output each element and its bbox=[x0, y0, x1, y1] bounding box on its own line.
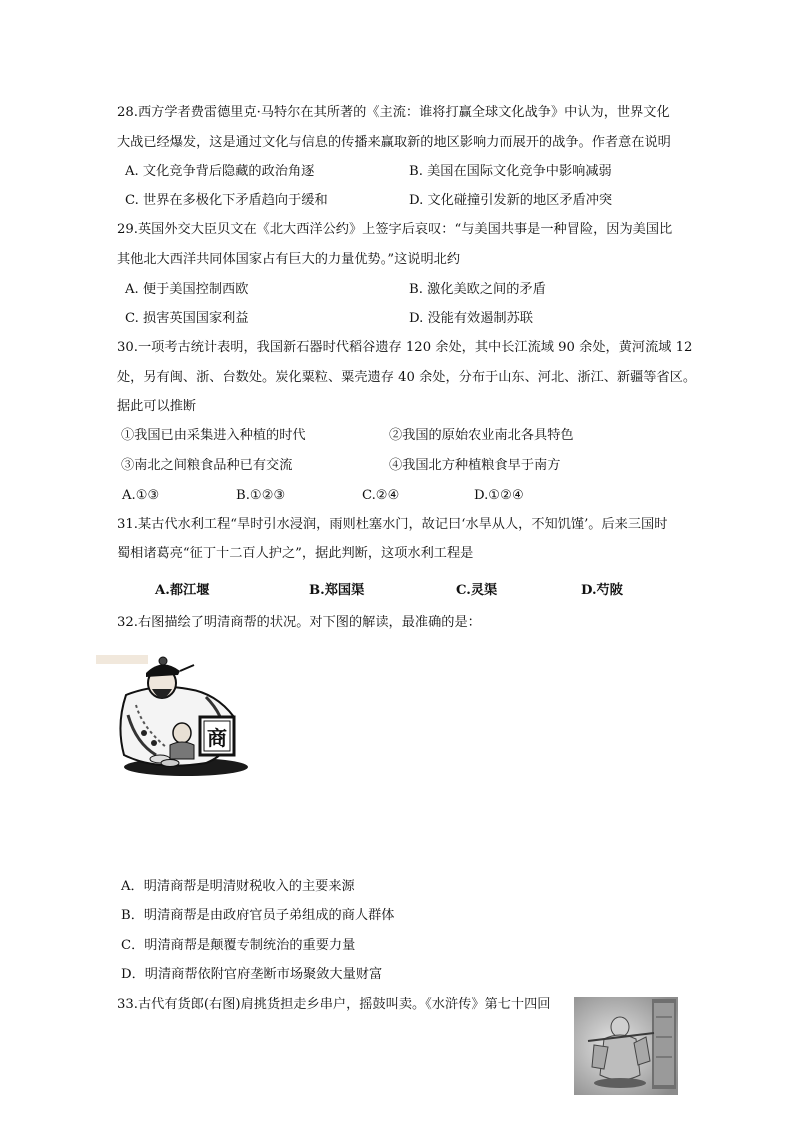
q33-stem: 33.古代有货郎(右图)肩挑货担走乡串户，摇鼓叫卖。《水浒传》第七十四回 bbox=[117, 997, 551, 1012]
q30-option-b[interactable]: B.①②③ bbox=[236, 488, 286, 503]
q30-option-d[interactable]: D.①②④ bbox=[474, 488, 524, 503]
merchant-cartoon-image bbox=[96, 655, 250, 777]
q31-option-d[interactable]: D.芍陂 bbox=[581, 583, 623, 598]
q28-stem-line1: 28.西方学者费雷德里克·马特尔在其所著的《主流：谁将打赢全球文化战争》中认为，世界文化 bbox=[117, 105, 670, 120]
merchant-cartoon-svg bbox=[96, 655, 250, 777]
q29-option-a[interactable]: A. 便于美国控制西欧 bbox=[125, 282, 249, 297]
q32-option-b[interactable]: B．明清商帮是由政府官员子弟组成的商人群体 bbox=[121, 908, 395, 923]
merchant-sign-character: 商 bbox=[207, 726, 227, 750]
q30-stem-line3: 据此可以推断 bbox=[117, 399, 197, 414]
q30-stem-line1: 30.一项考古统计表明，我国新石器时代稻谷遗存 120 余处，其中长江流域 90 余处，黄河流域 12 bbox=[117, 340, 693, 355]
q29-option-b[interactable]: B. 激化美欧之间的矛盾 bbox=[409, 282, 546, 297]
q29-option-d[interactable]: D. 没能有效遏制苏联 bbox=[409, 311, 533, 326]
q32-option-d[interactable]: D．明清商帮依附官府垄断市场聚敛大量财富 bbox=[121, 967, 383, 982]
peddler-figurine-svg bbox=[574, 997, 678, 1095]
q30-option-c[interactable]: C.②④ bbox=[362, 488, 400, 503]
q31-option-b[interactable]: B.郑国渠 bbox=[309, 583, 365, 598]
q28-stem-line2: 大战已经爆发，这是通过文化与信息的传播来赢取新的地区影响力而展开的战争。作者意在说明 bbox=[117, 135, 671, 150]
q28-option-a[interactable]: A. 文化竞争背后隐藏的政治角逐 bbox=[125, 164, 315, 179]
q31-option-c[interactable]: C.灵渠 bbox=[456, 583, 498, 598]
q30-option-a[interactable]: A.①③ bbox=[122, 488, 160, 503]
q30-statement-3: ③南北之间粮食品种已有交流 bbox=[121, 458, 293, 473]
peddler-figurine-image bbox=[574, 997, 678, 1095]
q29-option-c[interactable]: C. 损害英国国家利益 bbox=[125, 311, 249, 326]
q31-stem-line1: 31.某古代水利工程“旱时引水浸润，雨则杜塞水门，故记曰‘水旱从人，不知饥馑’。后来三国时 bbox=[117, 517, 668, 532]
q30-statement-4: ④我国北方种植粮食早于南方 bbox=[389, 458, 561, 473]
q28-option-d[interactable]: D. 文化碰撞引发新的地区矛盾冲突 bbox=[409, 193, 613, 208]
q31-option-a[interactable]: A.都江堰 bbox=[155, 583, 210, 598]
q32-option-a[interactable]: A．明清商帮是明清财税收入的主要来源 bbox=[121, 879, 355, 894]
q32-stem: 32.右图描绘了明清商帮的状况。对下图的解读，最准确的是： bbox=[117, 615, 481, 630]
q31-stem-line2: 蜀相诸葛亮“征丁十二百人护之”，据此判断，这项水利工程是 bbox=[117, 546, 474, 561]
q29-stem-line1: 29.英国外交大臣贝文在《北大西洋公约》上签字后哀叹：“与美国共事是一种冒险，因为美国比 bbox=[117, 222, 673, 237]
q28-option-c[interactable]: C. 世界在多极化下矛盾趋向于缓和 bbox=[125, 193, 328, 208]
q30-statement-1: ①我国已由采集进入种植的时代 bbox=[121, 428, 306, 443]
q28-option-b[interactable]: B. 美国在国际文化竞争中影响减弱 bbox=[409, 164, 612, 179]
q29-stem-line2: 其他北大西洋共同体国家占有巨大的力量优势。”这说明北约 bbox=[117, 252, 461, 267]
q30-stem-line2: 处，另有闽、浙、台数处。炭化粟粒、粟壳遗存 40 余处，分布于山东、河北、浙江、新疆等省区。 bbox=[117, 370, 697, 385]
q32-option-c[interactable]: C．明清商帮是颠覆专制统治的重要力量 bbox=[121, 938, 356, 953]
q30-statement-2: ②我国的原始农业南北各具特色 bbox=[389, 428, 574, 443]
